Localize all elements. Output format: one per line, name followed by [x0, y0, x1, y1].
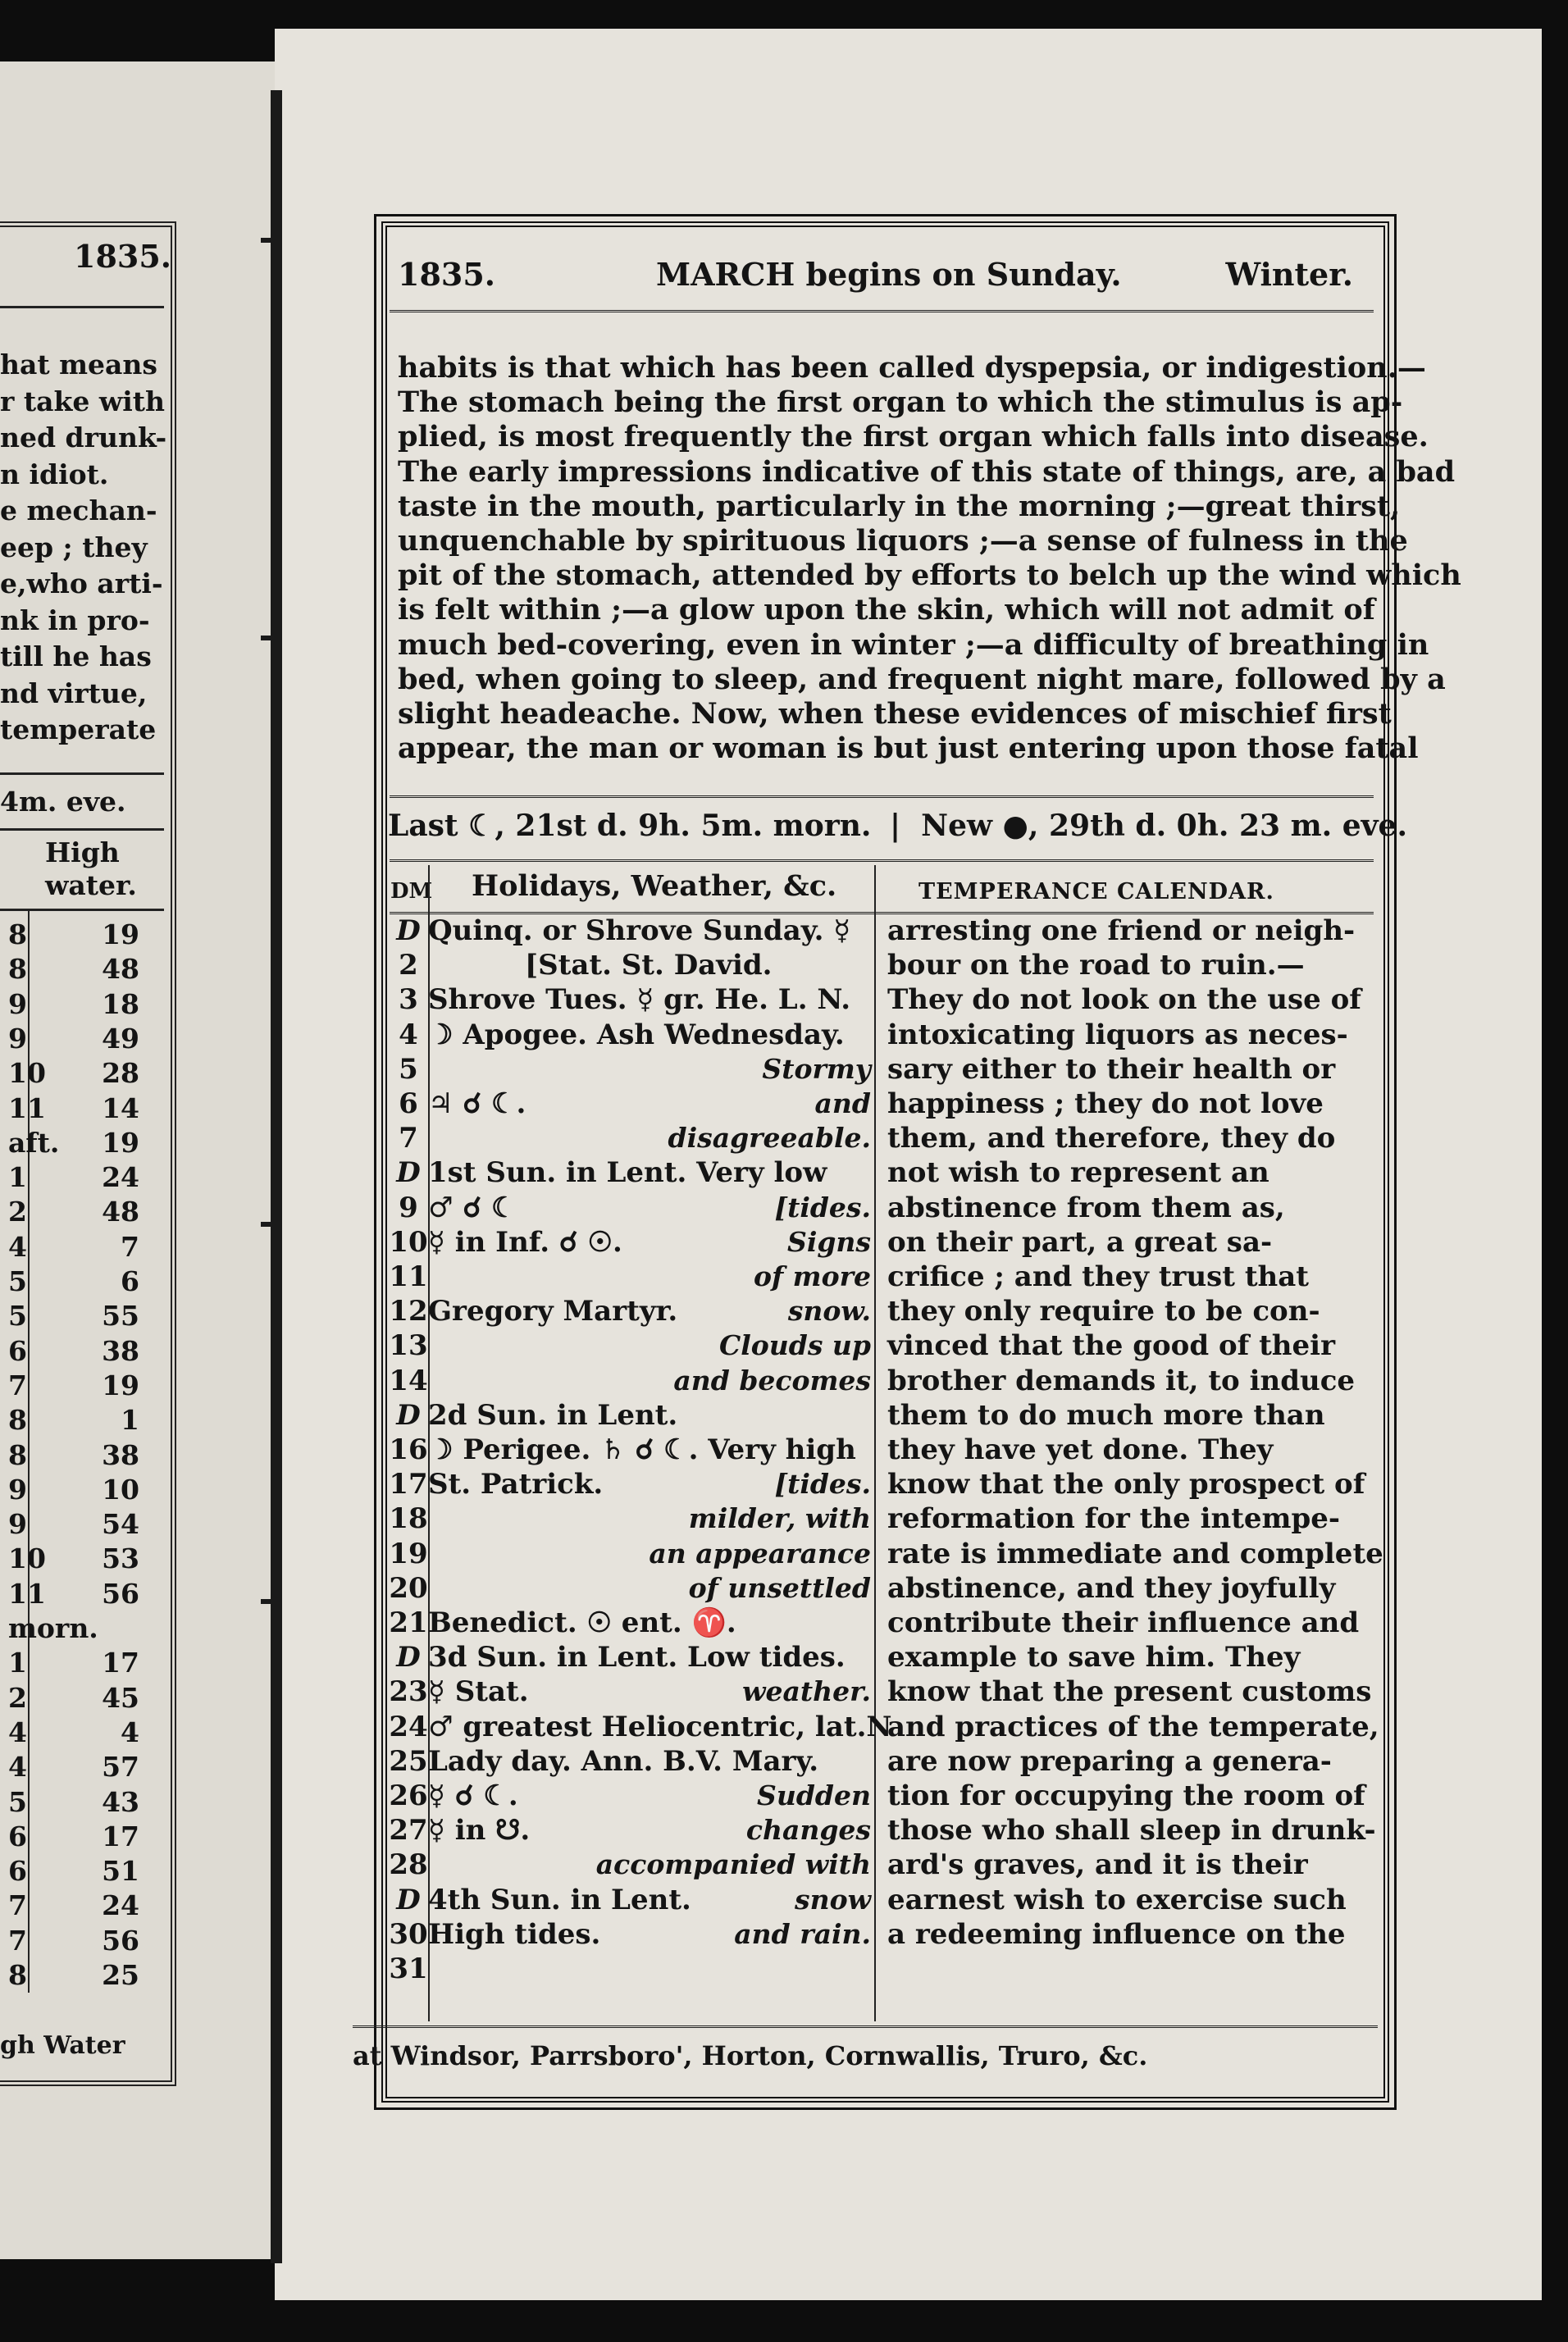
essay-line: much bed-covering, even in winter ;—a difficulty of breathing in [398, 627, 1429, 662]
high-water-minute: 48 [102, 953, 139, 986]
high-water-minute: 19 [102, 1369, 139, 1401]
day-event: ☿ ☌ ☾. [428, 1779, 518, 1812]
day-number: 18 [389, 1502, 428, 1536]
high-water-minute: 17 [102, 1647, 139, 1679]
weather-note: of unsettled [688, 1571, 871, 1604]
left-text-line: n idiot. [0, 458, 109, 490]
day-number: D [396, 1641, 421, 1674]
high-water-row [0, 1369, 139, 1401]
moon-rule [390, 795, 1374, 798]
high-water-row [0, 953, 139, 985]
temperance-line: example to save him. They [887, 1641, 1301, 1674]
weather-note: accompanied with [595, 1848, 871, 1881]
temperance-line: on their part, a great sa- [887, 1225, 1273, 1259]
day-event: ☽ Perigee. ♄ ☌ ☾. Very high [428, 1433, 856, 1466]
day-number: 16 [389, 1433, 428, 1466]
high-water-minute: 55 [102, 1300, 139, 1333]
col-header-events: Holidays, Weather, &c. [472, 869, 837, 903]
essay-line: habits is that which has been called dyspepsia, or indigestion.— [398, 351, 1426, 385]
day-event: Gregory Martyr. [428, 1295, 678, 1328]
essay-line: bed, when going to sleep, and frequent night mare, followed by a [398, 662, 1446, 696]
high-water-row [0, 1161, 139, 1193]
sewing-mark [261, 1222, 279, 1227]
left-text-line: e mechan- [0, 494, 157, 526]
day-event: Lady day. Ann. B.V. Mary. [428, 1744, 819, 1778]
moon-phases [388, 809, 1407, 843]
day-number: 14 [389, 1364, 428, 1397]
left-page-rule [0, 909, 164, 911]
temperance-line: arresting one friend or neigh- [887, 914, 1356, 947]
temperance-line: vinced that the good of their [887, 1329, 1335, 1363]
left-col-header: 4m. eve. [0, 786, 126, 818]
day-number: 7 [399, 1122, 418, 1155]
temperance-line: crifice ; and they trust that [887, 1260, 1310, 1293]
high-water-row [0, 1889, 139, 1921]
high-water-row [0, 1057, 139, 1089]
high-water-row [0, 1820, 139, 1852]
high-water-hour: 10 [8, 1057, 46, 1090]
high-water-row [0, 1751, 139, 1783]
day-event: Benedict. ☉ ent. ♈. [428, 1606, 736, 1639]
high-water-minute: 57 [102, 1751, 139, 1784]
page-footer: at Windsor, Parrsboro', Horton, Cornwallis, Truro, &c. [353, 2040, 1148, 2071]
sewing-mark [261, 636, 279, 640]
weather-note: [tides. [774, 1468, 871, 1501]
high-water-hour: 7 [8, 1369, 27, 1401]
essay-line: slight headeache. Now, when these evidences of mischief first [398, 697, 1392, 731]
essay-line: appear, the man or woman is but just entering upon those fatal [398, 731, 1419, 766]
weather-note: Sudden [757, 1779, 871, 1811]
essay-line: pit of the stomach, attended by efforts to belch up the wind which [398, 558, 1461, 593]
day-event: ♂ ☌ ☾ [428, 1191, 517, 1224]
high-water-row [0, 988, 139, 1020]
day-number: 24 [389, 1710, 428, 1743]
day-number: 2 [399, 949, 418, 982]
weather-note: and [814, 1087, 871, 1119]
high-water-hour: 2 [8, 1681, 27, 1714]
high-water-hour: 8 [8, 1404, 27, 1437]
col-header-dm: DM [390, 879, 433, 904]
high-water-hour: 7 [8, 1889, 27, 1922]
temperance-line: abstinence, and they joyfully [887, 1571, 1336, 1605]
high-water-hour: 5 [8, 1785, 27, 1818]
high-water-label: High [45, 836, 120, 868]
left-text-line: nk in pro- [0, 604, 150, 636]
high-water-row [0, 1578, 139, 1610]
left-text-line: hat means [0, 349, 157, 380]
book-spine [271, 90, 282, 2263]
high-water-hour: 6 [8, 1334, 27, 1367]
temperance-line: them to do much more than [887, 1398, 1325, 1432]
day-number: 11 [389, 1260, 428, 1293]
new-moon: | New ●, 29th d. 0h. 23 m. eve. [890, 809, 1407, 843]
day-event: 3d Sun. in Lent. Low tides. [428, 1641, 846, 1674]
high-water-minute: 18 [102, 987, 139, 1020]
essay-line: unquenchable by spirituous liquors ;—a sense of fulness in the [398, 524, 1408, 558]
day-event: Quinq. or Shrove Sunday. ☿ [428, 914, 851, 947]
header-season: Winter. [1225, 256, 1353, 293]
left-text-line: nd virtue, [0, 677, 148, 709]
high-water-label: water. [45, 869, 137, 901]
high-water-hour: 5 [8, 1300, 27, 1333]
essay-line: taste in the mouth, particularly in the morning ;—great thirst, [398, 489, 1401, 523]
high-water-row [0, 1196, 139, 1228]
temperance-line: not wish to represent an [887, 1156, 1269, 1190]
high-water-hour: 4 [8, 1230, 27, 1263]
day-number: D [396, 1156, 421, 1190]
high-water-minute: 56 [102, 1577, 139, 1610]
day-number: 9 [399, 1191, 418, 1224]
high-water-minute: 45 [102, 1681, 139, 1714]
temperance-line: ard's graves, and it is their [887, 1848, 1308, 1882]
day-event: ☿ in ☋. [428, 1814, 531, 1848]
high-water-hour: 4 [8, 1751, 27, 1784]
high-water-row [0, 1786, 139, 1818]
day-event: High tides. [428, 1917, 601, 1951]
high-water-hour: 8 [8, 1438, 27, 1471]
left-page-footer: gh Water [0, 2031, 125, 2060]
day-event: ☿ in Inf. ☌ ☉. [428, 1225, 622, 1259]
high-water-minute: 28 [102, 1057, 139, 1090]
day-number: 30 [389, 1917, 428, 1951]
high-water-minute: 56 [102, 1924, 139, 1957]
essay-line: The stomach being the first organ to which the stimulus is ap- [398, 385, 1403, 420]
weather-note: Signs [786, 1225, 871, 1258]
high-water-hour: 10 [8, 1542, 46, 1575]
high-water-hour: 9 [8, 987, 27, 1020]
temperance-line: intoxicating liquors as neces- [887, 1018, 1348, 1051]
day-number: 27 [389, 1814, 428, 1848]
high-water-row [0, 1335, 139, 1367]
high-water-row [0, 1647, 139, 1679]
day-number: 4 [399, 1018, 418, 1051]
left-text-line: temperate [0, 713, 157, 745]
high-water-hour: 8 [8, 918, 27, 950]
temperance-line: and practices of the temperate, [887, 1710, 1379, 1743]
high-water-hour: 6 [8, 1855, 27, 1888]
high-water-row [0, 1231, 139, 1263]
high-water-hour: 4 [8, 1715, 27, 1748]
last-quarter: Last ☾, 21st d. 9h. 5m. morn. [388, 809, 872, 843]
day-number: 5 [399, 1052, 418, 1086]
day-number: 10 [389, 1225, 428, 1259]
weather-note: snow. [787, 1295, 871, 1328]
day-event: ☿ Stat. [428, 1675, 529, 1709]
high-water-minute: 24 [102, 1889, 139, 1922]
day-event: 2d Sun. in Lent. [428, 1398, 678, 1432]
high-water-minute: 7 [121, 1230, 139, 1263]
high-water-minute: 17 [102, 1820, 139, 1852]
day-number: 17 [389, 1468, 428, 1501]
high-water-hour: 8 [8, 953, 27, 986]
high-water-minute: 38 [102, 1438, 139, 1471]
left-page-year: 1835. [74, 238, 171, 275]
essay-line: plied, is most frequently the first organ which falls into disease. [398, 420, 1429, 454]
temperance-line: know that the present customs [887, 1675, 1372, 1709]
day-number: 31 [389, 1952, 428, 1985]
high-water-hour: 9 [8, 1473, 27, 1506]
header-year: 1835. [398, 256, 495, 293]
day-number: 13 [389, 1329, 428, 1363]
high-water-row [0, 1959, 139, 1991]
temperance-line: contribute their influence and [887, 1606, 1360, 1639]
weather-note: [tides. [774, 1191, 871, 1223]
high-water-hour: morn. [8, 1612, 98, 1644]
high-water-minute: 10 [102, 1473, 139, 1506]
day-event: [Stat. St. David. [525, 949, 773, 982]
high-water-minute: 14 [102, 1091, 139, 1124]
day-event: 4th Sun. in Lent. [428, 1883, 691, 1916]
high-water-row [0, 1300, 139, 1332]
day-number: 25 [389, 1744, 428, 1778]
left-text-line: ned drunk- [0, 421, 167, 453]
day-event: Shrove Tues. ☿ gr. He. L. N. [428, 983, 851, 1017]
high-water-row [0, 1265, 139, 1297]
high-water-row [0, 1474, 139, 1506]
temperance-line: abstinence from them as, [887, 1191, 1285, 1224]
left-text-line: r take with [0, 385, 166, 417]
high-water-hour: 8 [8, 1959, 27, 1991]
high-water-minute: 49 [102, 1022, 139, 1055]
day-number: 21 [389, 1606, 428, 1639]
weather-note: disagreeable. [668, 1122, 871, 1155]
temperance-line: happiness ; they do not love [887, 1087, 1324, 1120]
temperance-line: they have yet done. They [887, 1433, 1274, 1466]
temperance-line: rate is immediate and complete [887, 1537, 1383, 1570]
weather-note: an appearance [649, 1537, 871, 1570]
temperance-line: sary either to their health or [887, 1052, 1336, 1086]
left-text-line: eep ; they [0, 531, 148, 563]
day-number: 26 [389, 1779, 428, 1812]
day-event: St. Patrick. [428, 1468, 604, 1501]
day-number: D [396, 1398, 421, 1432]
weather-note: and becomes [673, 1364, 871, 1397]
header-title: MARCH begins on Sunday. [656, 256, 1122, 293]
high-water-row [0, 918, 139, 950]
high-water-hour: 6 [8, 1820, 27, 1852]
day-number: 23 [389, 1675, 428, 1709]
temperance-line: reformation for the intempe- [887, 1502, 1341, 1536]
high-water-hour: 5 [8, 1265, 27, 1297]
day-number: 12 [389, 1295, 428, 1328]
header-rule [390, 310, 1374, 312]
weather-note: changes [745, 1814, 871, 1847]
high-water-minute: 43 [102, 1785, 139, 1818]
weather-note: of more [753, 1260, 871, 1292]
weather-note: milder, with [688, 1502, 871, 1535]
high-water-row [0, 1542, 139, 1574]
weather-note: Clouds up [718, 1329, 871, 1362]
essay-line: The early impressions indicative of this state of things, are, a bad [398, 454, 1456, 489]
high-water-hour: 11 [8, 1577, 46, 1610]
high-water-row [0, 1612, 139, 1644]
high-water-minute: 6 [121, 1265, 139, 1297]
day-number: 3 [399, 983, 418, 1017]
high-water-row [0, 1925, 139, 1957]
left-text-line: till he has [0, 640, 152, 672]
day-number: 6 [399, 1087, 418, 1120]
high-water-hour: 9 [8, 1508, 27, 1541]
day-event: ♂ greatest Heliocentric, lat.N [428, 1710, 892, 1743]
temperance-line: brother demands it, to induce [887, 1364, 1356, 1397]
temperance-divider [874, 865, 876, 2021]
left-page-rule [0, 772, 164, 775]
high-water-minute: 1 [121, 1404, 139, 1437]
high-water-row [0, 1682, 139, 1714]
high-water-minute: 4 [121, 1715, 139, 1748]
temperance-line: a redeeming influence on the [887, 1917, 1346, 1951]
high-water-hour: aft. [8, 1126, 60, 1159]
high-water-hour: 9 [8, 1022, 27, 1055]
temperance-line: tion for occupying the room of [887, 1779, 1365, 1812]
temperance-line: them, and therefore, they do [887, 1122, 1336, 1155]
weather-note: weather. [742, 1675, 871, 1708]
day-number: D [396, 914, 421, 947]
high-water-hour: 11 [8, 1091, 46, 1124]
day-event: 1st Sun. in Lent. Very low [428, 1156, 827, 1190]
high-water-minute: 51 [102, 1855, 139, 1888]
temperance-line: those who shall sleep in drunk- [887, 1814, 1376, 1848]
footer-rule [353, 2025, 1378, 2028]
temperance-line: they only require to be con- [887, 1295, 1320, 1328]
high-water-minute: 38 [102, 1334, 139, 1367]
high-water-row [0, 1023, 139, 1055]
left-page-rule [0, 306, 164, 308]
day-event: ☽ Apogee. Ash Wednesday. [428, 1018, 845, 1051]
day-event: ♃ ☌ ☾. [428, 1087, 526, 1120]
weather-note: snow [795, 1883, 871, 1916]
high-water-hour: 7 [8, 1924, 27, 1957]
high-water-row [0, 1716, 139, 1748]
high-water-minute: 19 [102, 918, 139, 950]
high-water-hour: 2 [8, 1196, 27, 1228]
moon-rule [390, 859, 1374, 862]
weather-note: Stormy [762, 1052, 871, 1085]
temperance-line: are now preparing a genera- [887, 1744, 1332, 1778]
high-water-minute: 54 [102, 1508, 139, 1541]
temperance-line: know that the only prospect of [887, 1468, 1365, 1501]
temperance-line: They do not look on the use of [887, 983, 1361, 1017]
high-water-row [0, 1404, 139, 1436]
weather-note: and rain. [734, 1917, 871, 1950]
sewing-mark [261, 1599, 279, 1604]
high-water-row [0, 1092, 139, 1124]
high-water-hour: 1 [8, 1161, 27, 1194]
day-number: D [396, 1883, 421, 1916]
sewing-mark [261, 238, 279, 243]
high-water-row [0, 1127, 139, 1159]
high-water-minute: 25 [102, 1959, 139, 1991]
left-page-rule [0, 828, 164, 831]
col-header-temperance: TEMPERANCE CALENDAR. [918, 879, 1274, 904]
temperance-line: bour on the road to ruin.— [887, 949, 1305, 982]
high-water-row [0, 1439, 139, 1471]
high-water-minute: 24 [102, 1161, 139, 1194]
day-number: 19 [389, 1537, 428, 1570]
high-water-row [0, 1855, 139, 1887]
temperance-line: earnest wish to exercise such [887, 1883, 1347, 1916]
day-number: 28 [389, 1848, 428, 1882]
high-water-row [0, 1508, 139, 1540]
high-water-hour: 1 [8, 1647, 27, 1679]
high-water-minute: 19 [102, 1126, 139, 1159]
essay-line: is felt within ;—a glow upon the skin, which will not admit of [398, 593, 1375, 627]
high-water-minute: 48 [102, 1196, 139, 1228]
day-number: 20 [389, 1571, 428, 1605]
left-text-line: e,who arti- [0, 567, 163, 599]
high-water-minute: 53 [102, 1542, 139, 1575]
